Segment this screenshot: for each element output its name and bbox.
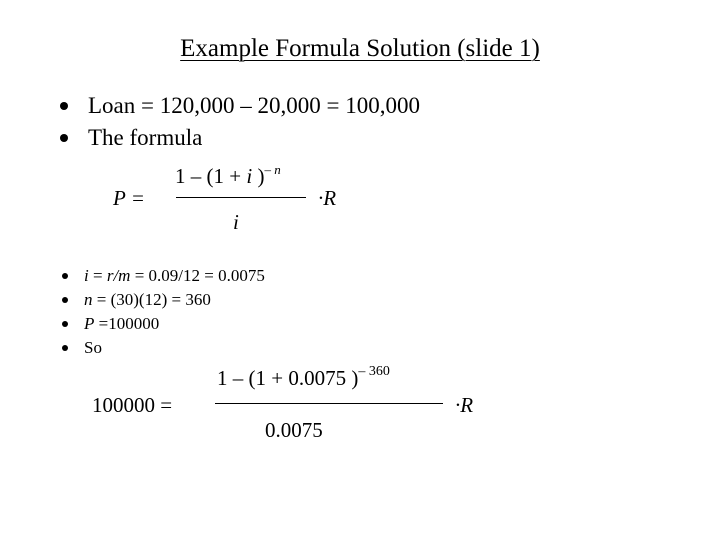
slide-title [0, 33, 720, 65]
var-p-rest: =100000 [94, 314, 160, 333]
formula-general-num-exp [264, 162, 280, 177]
slide-title-text: Example Formula Solution (slide 1) [180, 35, 540, 62]
formula-numeric-num-exp: – 360 [358, 364, 390, 379]
bullet-dot-icon [60, 102, 68, 110]
var-p: P [84, 314, 95, 333]
formula-general-num-var: i [246, 164, 253, 188]
formula-general-lhs [113, 186, 145, 211]
so-text: So [84, 338, 102, 357]
bullet-var-p-text [84, 313, 159, 335]
formula-numeric-lhs: 100000 = [92, 393, 173, 417]
formula-general-denominator [233, 210, 239, 235]
formula-general-numerator [175, 164, 281, 189]
var-n-rest: = (30)(12) = 360 [92, 290, 211, 309]
formula-general-num-close: ) [252, 164, 265, 188]
bullet-dot-icon [62, 297, 68, 303]
bullet-formula-text: The formula [88, 125, 203, 150]
bullet-loan-text: Loan = 120,000 – 20,000 = 100,000 [88, 93, 420, 118]
formula-general-lhs-text: P = [113, 186, 145, 210]
formula-general-den-text: i [233, 210, 239, 234]
var-i-rest: = 0.09/12 = 0.0075 [130, 266, 265, 285]
bullet-dot-icon [60, 134, 68, 142]
bullet-dot-icon [62, 345, 68, 351]
formula-numeric-fraction-bar [215, 403, 443, 404]
bullet-var-n-text [84, 289, 211, 311]
bullet-dot-icon [62, 273, 68, 279]
bullet-so-text [84, 337, 102, 359]
bullet-dot-icon [62, 321, 68, 327]
formula-numeric-mult-text: ·R [455, 393, 474, 417]
formula-general-num-main: 1 – (1 + [175, 164, 247, 188]
formula-numeric-num-text: 1 – (1 + 0.0075 ) [217, 366, 359, 390]
formula-general-mult-text: ·R [318, 186, 337, 210]
var-r-over-m: r/m [106, 266, 131, 285]
formula-numeric-denominator: 0.0075 [265, 418, 323, 442]
formula-numeric-multiplier [455, 393, 473, 418]
var-i: i [84, 266, 89, 285]
formula-general-num-exp-text: – n [264, 162, 281, 177]
var-i-eq: = [88, 266, 107, 285]
formula-general-multiplier [318, 186, 336, 211]
formula-numeric-numerator [217, 366, 390, 391]
var-n: n [84, 290, 93, 309]
formula-general-fraction-bar [176, 197, 306, 198]
bullet-var-i-text [84, 265, 265, 287]
